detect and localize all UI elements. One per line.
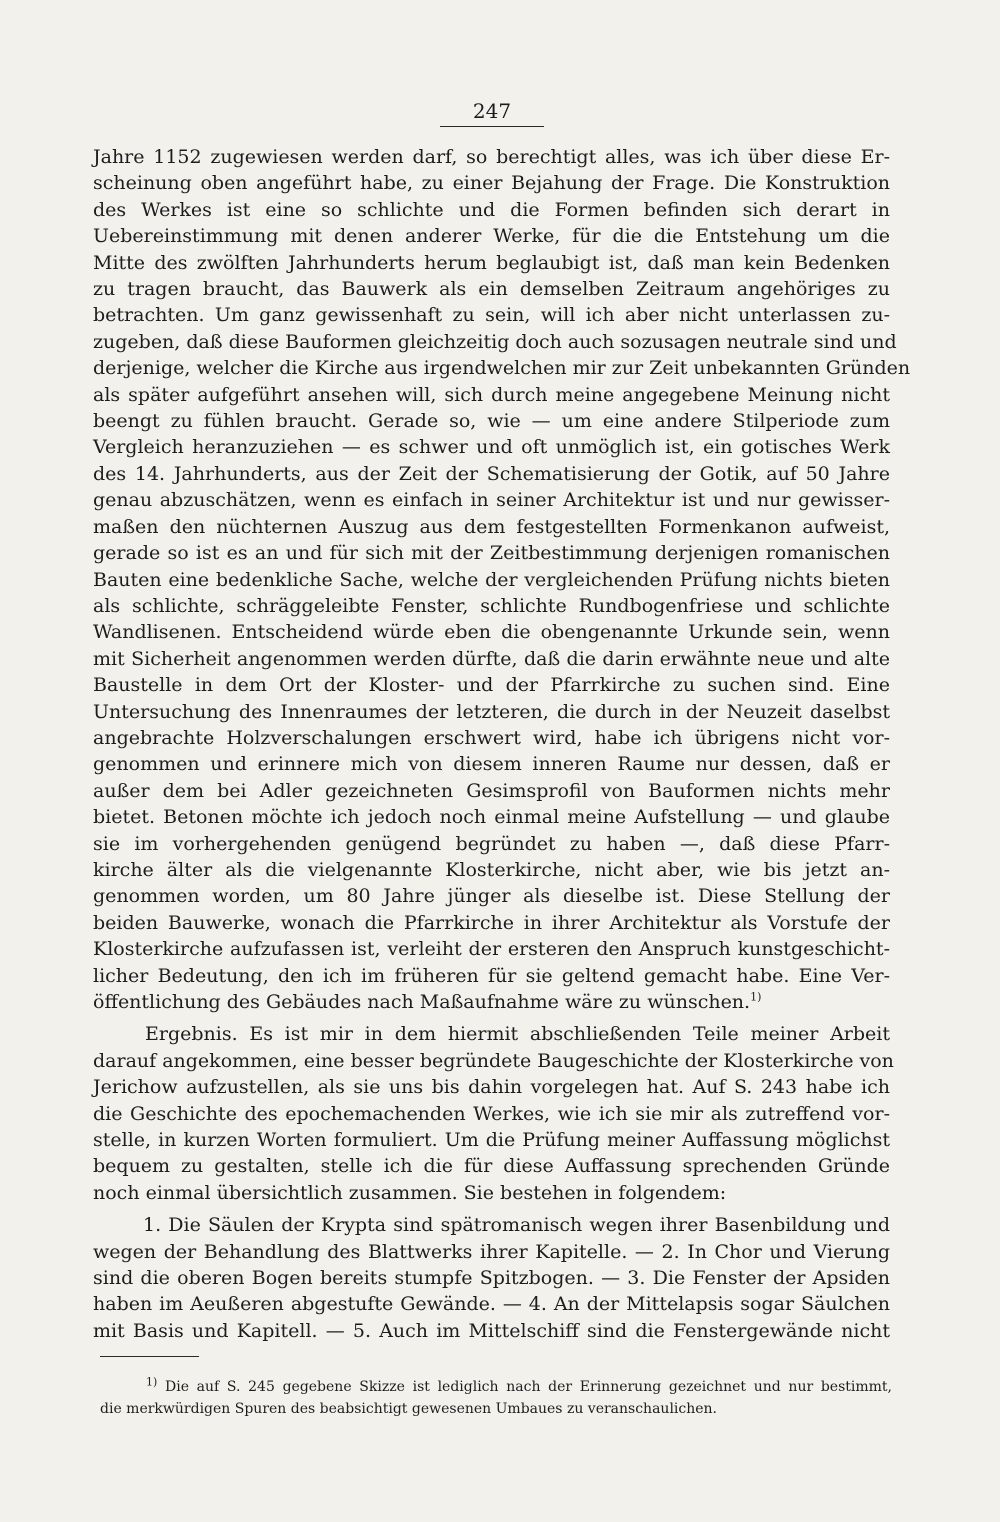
text-line: beiden Bauwerke, wonach die Pfarrkirche in ihrer Architektur als Vorstufe der [93, 911, 890, 934]
text-line: als schlichte, schräggeleibte Fenster, schlichte Rundbogenfriese und schlichte [93, 594, 890, 617]
text-line: sie im vorhergehenden genügend begründet zu haben —, daß diese Pfarr- [93, 832, 890, 855]
text-line: bietet. Betonen möchte ich jedoch noch einmal meine Aufstellung — und glaube [93, 806, 890, 829]
text-line: genommen worden, um 80 Jahre jünger als dieselbe ist. Diese Stellung der [93, 885, 890, 908]
paragraph-1 [93, 144, 911, 1015]
text-line: genommen und erinnere mich von diesem inneren Raume nur dessen, daß er [93, 753, 890, 776]
text-line: mit Basis und Kapitell. — 5. Auch im Mittelschiff sind die Fenstergewände nicht [93, 1319, 890, 1342]
text-line: beengt zu fühlen braucht. Gerade so, wie — um eine andere Stilperiode zum [93, 410, 890, 433]
text-line: 1. Die Säulen der Krypta sind spätromanisch wegen ihrer Basenbildung und [143, 1214, 890, 1237]
footnote-line [100, 1376, 892, 1398]
page-number: 247 [440, 98, 544, 127]
text-line: außer dem bei Adler gezeichneten Gesimsprofil von Bauformen nichts mehr [93, 779, 890, 802]
text-line: gerade so ist es an und für sich mit der Zeitbestimmung derjenigen romanischen [93, 542, 890, 565]
text-line: derjenige, welcher die Kirche aus irgendwelchen mir zur Zeit unbekannten Gründen [93, 357, 911, 380]
text-line: Wandlisenen. Entscheidend würde eben die obengenannte Urkunde sein, wenn [93, 621, 890, 644]
text-line: kirche älter als die vielgenannte Klosterkirche, nicht aber, wie bis jetzt an- [93, 858, 890, 881]
text-line: Uebereinstimmung mit denen anderer Werke, für die die Entstehung um die [93, 225, 890, 248]
text-line: Untersuchung des Innenraumes der letzteren, die durch in der Neuzeit daselbst [93, 700, 890, 723]
footnote [100, 1376, 892, 1420]
text-line: scheinung oben angeführt habe, zu einer Bejahung der Frage. Die Konstruktion [93, 172, 890, 195]
text-line: Klosterkirche aufzufassen ist, verleiht der ersteren den Anspruch kunstgeschicht- [93, 938, 890, 961]
text-line: betrachten. Um ganz gewissenhaft zu sein, will ich aber nicht unterlassen zu- [93, 304, 890, 327]
text-line: bequem zu gestalten, stelle ich die für diese Auffassung sprechenden Gründe [93, 1155, 890, 1178]
text-line [93, 989, 890, 1015]
text-line: zugeben, daß diese Bauformen gleichzeitig doch auch sozusagen neutrale sind und [93, 330, 897, 353]
footnote-reference: 1) [750, 990, 762, 1004]
paragraph-2 [93, 1021, 894, 1206]
text-line: haben im Aeußeren abgestufte Gewände. — 4. An der Mittelapsis sogar Säulchen [93, 1293, 890, 1316]
footnote-line: die merkwürdigen Spuren des beabsichtigt gewesenen Umbaues zu veranschaulichen. [100, 1401, 718, 1417]
text-line: Jahre 1152 zugewiesen werden darf, so berechtigt alles, was ich über diese Er- [93, 146, 890, 168]
text-line: Jerichow aufzustellen, als sie uns bis dahin vorgelegen hat. Auf S. 243 habe ich [93, 1076, 890, 1099]
text-line: Mitte des zwölften Jahrhunderts herum beglaubigt ist, daß man kein Bedenken [93, 251, 890, 274]
footnote-rule [100, 1356, 199, 1357]
text-line: noch einmal übersichtlich zusammen. Sie bestehen in folgendem: [93, 1181, 727, 1204]
text-line: darauf angekommen, eine besser begründete Baugeschichte der Klosterkirche von [93, 1049, 894, 1072]
text-line: stelle, in kurzen Worten formuliert. Um die Prüfung meiner Auffassung möglichst [93, 1129, 890, 1152]
text-line: zu tragen braucht, das Bauwerk als ein demselben Zeitraum angehöriges zu [93, 278, 890, 301]
text-line: angebrachte Holzverschalungen erschwert wird, habe ich übrigens nicht vor- [93, 726, 890, 749]
text-line: licher Bedeutung, den ich im früheren für sie geltend gemacht habe. Eine Ver- [93, 964, 890, 987]
text-line: die Geschichte des epochemachenden Werkes, wie ich sie mir als zutreffend vor- [93, 1102, 890, 1125]
text-line: Baustelle in dem Ort der Kloster- und der Pfarrkirche zu suchen sind. Eine [93, 674, 890, 697]
body-text [93, 144, 911, 1344]
footnote-text: Die auf S. 245 gegebene Skizze ist lediglich nach der Erinnerung gezeichnet und nur bestimmt, [165, 1379, 893, 1395]
text-line-content: öffentlichung des Gebäudes nach Maßaufnahme wäre zu wünschen. [93, 991, 751, 1013]
text-line: des Werkes ist eine so schlichte und die Formen befinden sich derart in [93, 198, 890, 221]
text-line: wegen der Behandlung des Blattwerks ihrer Kapitelle. — 2. In Chor und Vierung [93, 1240, 890, 1263]
text-line: Vergleich heranzuziehen — es schwer und oft unmöglich ist, ein gotisches Werk [93, 436, 890, 459]
text-line: als später aufgeführt ansehen will, sich durch meine angegebene Meinung nicht [93, 383, 890, 406]
text-line: genau abzuschätzen, wenn es einfach in seiner Architektur ist und nur gewisser- [93, 489, 890, 512]
text-line: sind die oberen Bogen bereits stumpfe Spitzbogen. — 3. Die Fenster der Apsiden [93, 1267, 890, 1290]
text-line: Ergebnis. Es ist mir in dem hiermit abschließenden Teile meiner Arbeit [145, 1023, 890, 1046]
text-line: mit Sicherheit angenommen werden dürfte, daß die darin erwähnte neue und alte [93, 647, 890, 670]
footnote-marker: 1) [146, 1375, 158, 1389]
text-line: maßen den nüchternen Auszug aus dem festgestellten Formenkanon aufweist, [93, 515, 890, 538]
text-line: des 14. Jahrhunderts, aus der Zeit der Schematisierung der Gotik, auf 50 Jahre [93, 462, 890, 485]
paragraph-3 [93, 1212, 890, 1344]
text-line: Bauten eine bedenkliche Sache, welche der vergleichenden Prüfung nichts bieten [93, 568, 890, 591]
